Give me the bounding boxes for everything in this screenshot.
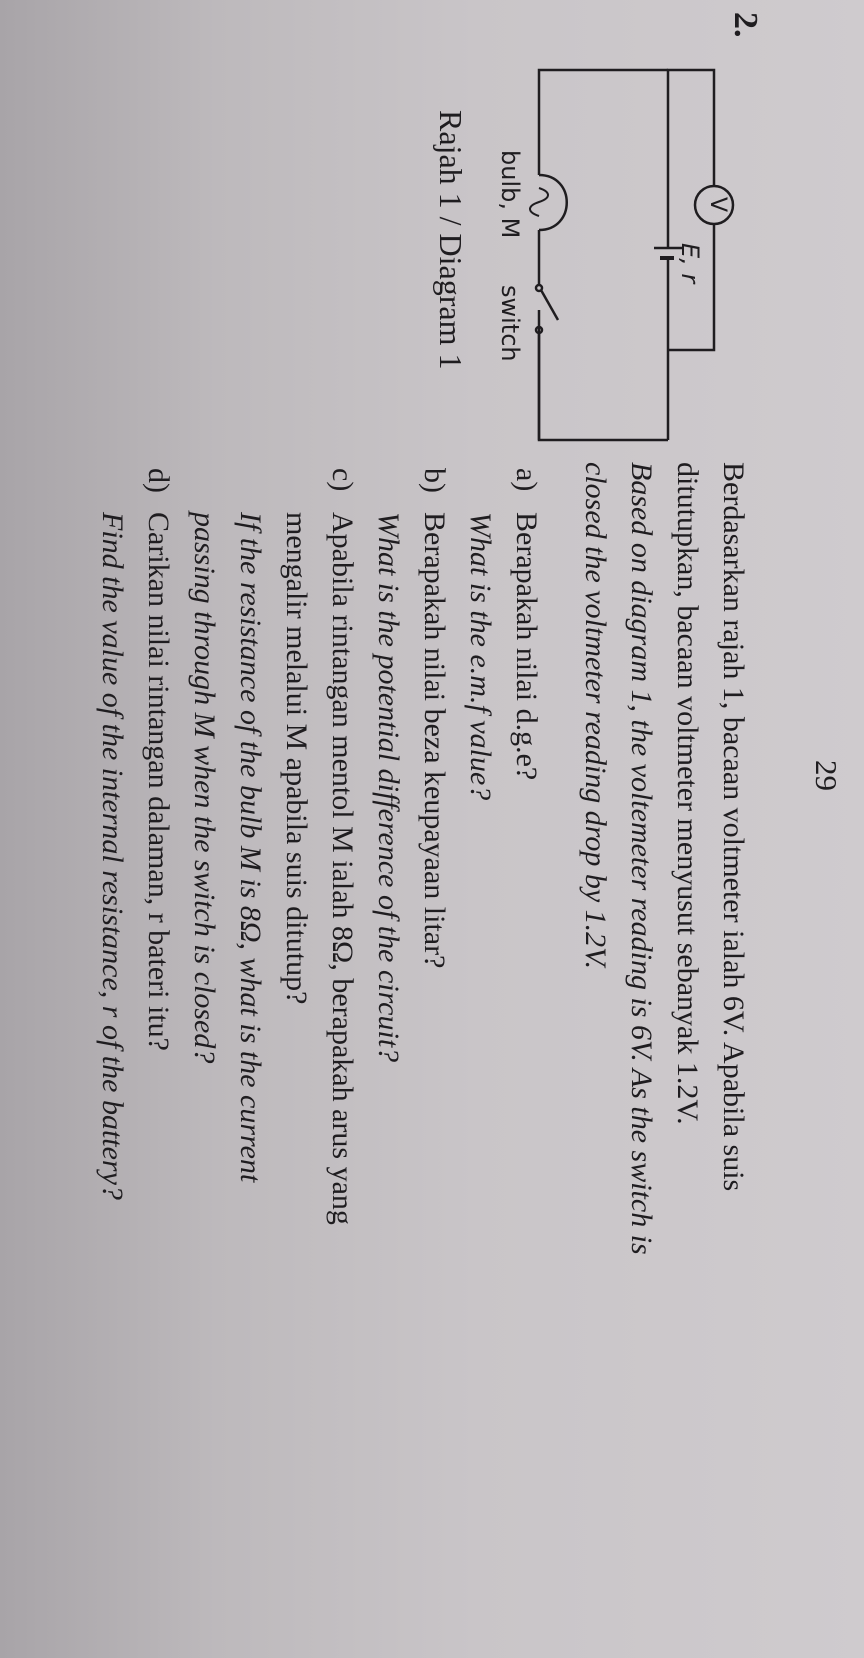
- loop-right-wire: [539, 310, 668, 440]
- question-c-english-line-2: passing through M when the switch is closed?: [188, 512, 221, 1064]
- question-d-malay: Carikan nilai rintangan dalaman, r bateri itu?: [142, 512, 175, 1051]
- intro-malay-line-2: ditutupkan, bacaan voltmeter menyusut sebanyak 1.2V.: [671, 462, 704, 1125]
- voltmeter-left-wire: [669, 70, 714, 185]
- switch-label: switch: [496, 285, 524, 362]
- question-d-letter: d): [142, 468, 175, 493]
- page-number: 29: [809, 760, 844, 791]
- question-c-english-line-1: If the resistance of the bulb M is 8Ω, what is the current: [234, 512, 267, 1183]
- intro-english-line-2: closed the voltmeter reading drop by 1.2V.: [579, 462, 612, 970]
- question-a-malay: Berapakah nilai d.g.e?: [510, 512, 543, 781]
- question-d-english: Find the value of the internal resistance, r of the battery?: [96, 512, 129, 1200]
- voltmeter-label: V: [705, 197, 730, 213]
- question-c-malay-line-1: Apabila rintangan mentol M ialah 8Ω, berapakah arus yang: [326, 512, 359, 1225]
- intro-malay-line-1: Berdasarkan rajah 1, bacaan voltmeter ialah 6V. Apabila suis: [717, 462, 750, 1192]
- question-a-letter: a): [510, 468, 543, 492]
- question-b-letter: b): [418, 468, 451, 493]
- question-c-malay-line-2: mengalir melalui M apabila suis ditutup?: [280, 512, 313, 1005]
- battery-label: E, r: [676, 243, 704, 284]
- question-number: 2.: [727, 12, 764, 38]
- diagram-caption: Rajah 1 / Diagram 1: [433, 110, 469, 370]
- bulb-label: bulb, M: [496, 150, 524, 239]
- battery-left-wire: [668, 70, 669, 248]
- switch-icon: [541, 290, 558, 320]
- question-a-english: What is the e.m.f value?: [464, 512, 497, 801]
- bulb-icon: [539, 175, 567, 230]
- question-b-english: What is the potential difference of the circuit?: [372, 512, 405, 1063]
- loop-left-wire: [539, 70, 668, 170]
- question-b-malay: Berapakah nilai beza keupayaan litar?: [418, 512, 451, 969]
- question-c-letter: c): [326, 468, 359, 492]
- intro-english-line-1: Based on diagram 1, the voltemeter reading is 6V. As the switch is: [625, 462, 658, 1255]
- circuit-diagram: [494, 40, 754, 460]
